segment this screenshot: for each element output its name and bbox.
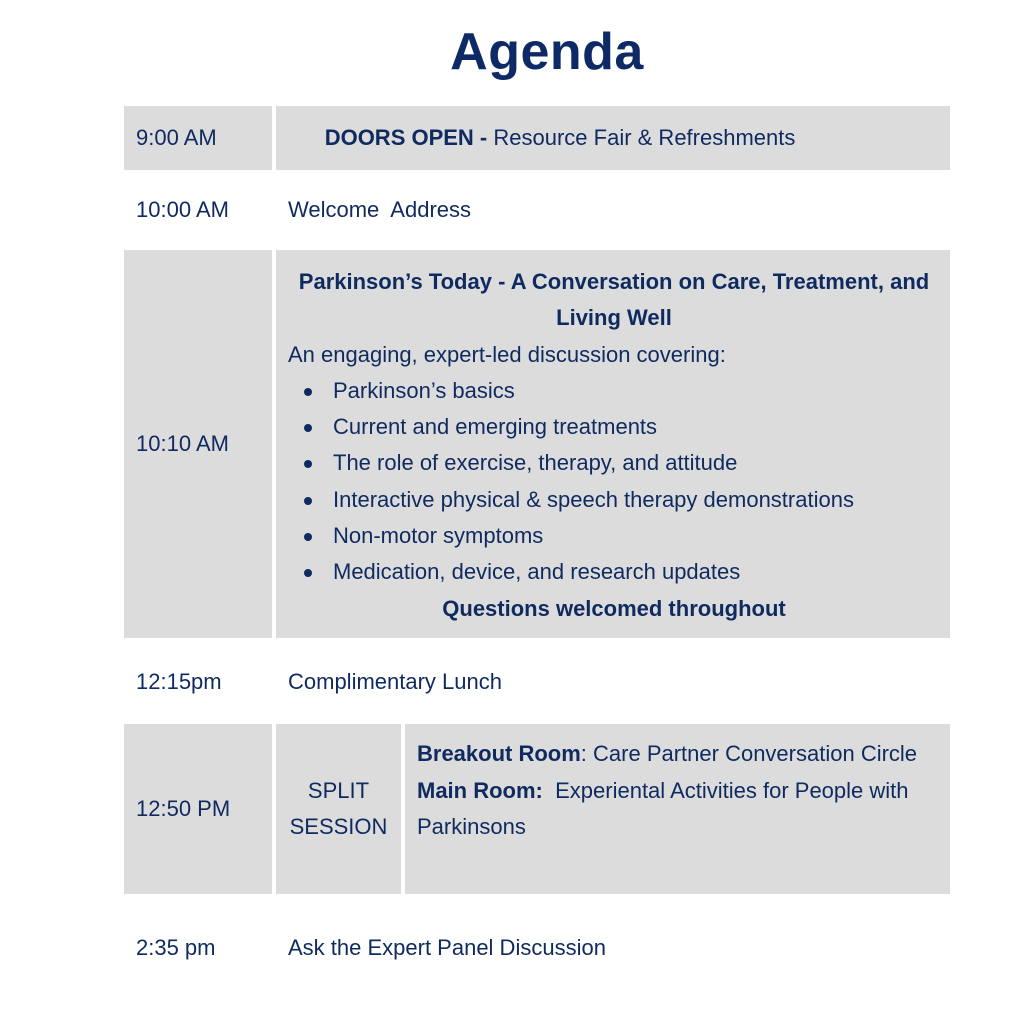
bullet-icon [304, 388, 312, 396]
bullet-icon [304, 533, 312, 541]
breakout-room-text: : Care Partner Conversation Circle [580, 741, 918, 766]
main-room-label: Main Room: [417, 777, 543, 803]
agenda-time: 12:15pm [136, 669, 222, 694]
breakout-room-label: Breakout Room [417, 741, 581, 766]
bullet-icon [304, 569, 312, 577]
list-item: The role of exercise, therapy, and attitude [304, 445, 940, 481]
session-closing-note: Questions welcomed throughout [442, 595, 786, 621]
agenda-description-text: Resource Fair & Refreshments [487, 125, 796, 150]
agenda-time: 12:50 PM [124, 724, 272, 894]
breakout-room-entry [417, 736, 936, 773]
split-session-label [276, 724, 401, 894]
main-room-text: Experiental Activities for People with Parkinsons [417, 777, 915, 839]
split-session-details [405, 724, 950, 894]
bullet-icon [304, 424, 312, 432]
agenda-description [276, 650, 950, 714]
bullet-icon [304, 497, 312, 505]
split-label-line2: SESSION [289, 814, 388, 839]
session-title: Parkinson’s Today - A Conversation on Care, Treatment, and Living Well [298, 269, 930, 331]
agenda-highlight: DOORS OPEN - [324, 125, 488, 150]
agenda-time: 10:10 AM [124, 250, 272, 638]
agenda-row-welcome [124, 178, 950, 242]
page-title: Agenda [450, 23, 644, 81]
list-item: Parkinson’s basics [304, 373, 940, 409]
topic-list [288, 373, 940, 591]
agenda-time: 10:00 AM [136, 197, 229, 222]
agenda-description-text: Welcome Address [288, 197, 472, 222]
list-item: Non-motor symptoms [304, 518, 940, 554]
agenda-time: 9:00 AM [124, 106, 272, 170]
session-intro: An engaging, expert-led discussion covering: [288, 341, 726, 367]
list-item: Medication, device, and research updates [304, 554, 940, 590]
agenda-session-details [276, 250, 950, 638]
agenda-time: 2:35 pm [136, 935, 216, 960]
agenda-description-text: Ask the Expert Panel Discussion [288, 935, 606, 960]
main-room-entry [417, 773, 936, 846]
agenda-row-split-session [124, 724, 950, 894]
agenda-row-expert-panel [124, 916, 950, 980]
agenda-description [276, 178, 950, 242]
agenda-row-parkinsons-today [124, 250, 950, 638]
bullet-icon [304, 460, 312, 468]
list-item: Current and emerging treatments [304, 409, 940, 445]
list-item: Interactive physical & speech therapy demonstrations [304, 482, 940, 518]
agenda-description [276, 916, 950, 980]
agenda-row-doors-open [124, 106, 950, 170]
agenda-description-text: Complimentary Lunch [288, 669, 502, 694]
agenda-row-lunch [124, 650, 950, 714]
split-label-line1: SPLIT [307, 778, 370, 803]
agenda-description [276, 106, 950, 170]
